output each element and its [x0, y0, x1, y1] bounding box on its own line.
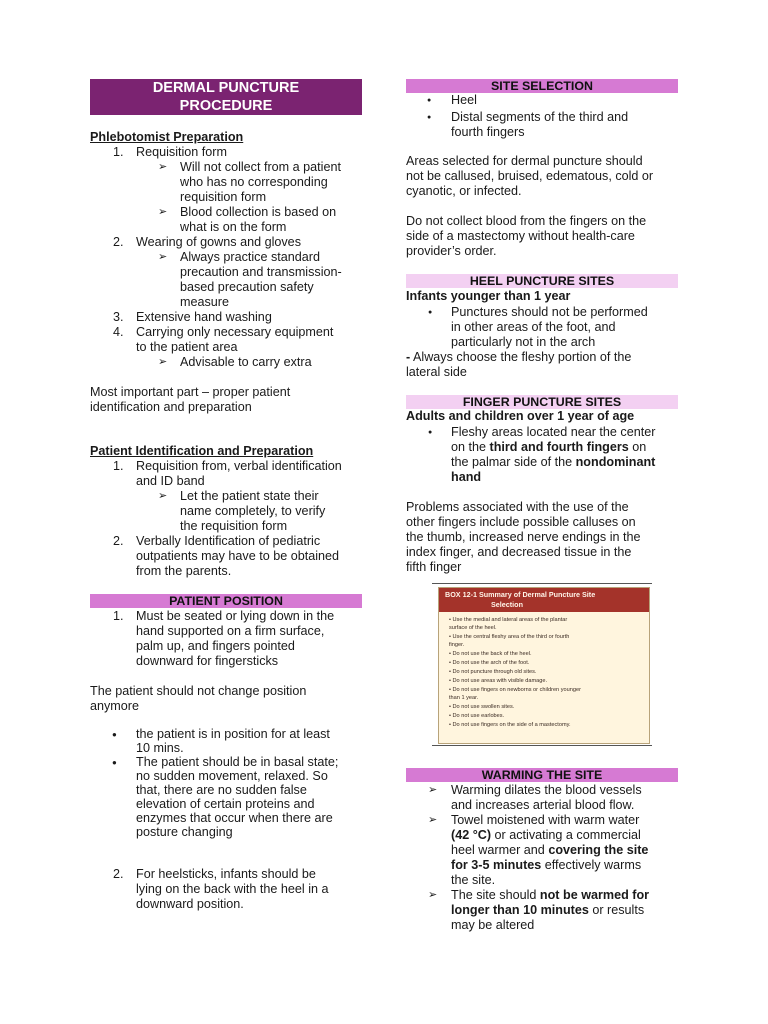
item-text	[136, 534, 339, 579]
round-bullet-icon: ●	[112, 730, 117, 739]
round-bullet-icon: ●	[427, 114, 432, 121]
text-line: Do not collect blood from the fingers on the	[406, 214, 647, 228]
text-line: anymore	[90, 699, 139, 713]
bold-fragment: nondominant	[575, 455, 656, 469]
text-line: Distal segments of the third and	[451, 110, 629, 124]
arrow-bullet-icon: ➢	[158, 206, 168, 218]
text-line	[451, 470, 655, 485]
text-line: in other areas of the foot, and	[451, 320, 616, 334]
site-paragraph-2	[406, 214, 646, 259]
heel-note	[406, 350, 631, 380]
item-text	[136, 325, 333, 355]
text-line: identification and preparation	[90, 400, 252, 414]
arrow-bullet-icon: ➢	[428, 814, 438, 826]
figure-title: BOX 12-1 Summary of Dermal Puncture Site	[445, 590, 596, 599]
figure-line: • Do not use fingers on newborns or children younger	[449, 687, 581, 693]
arrow-item-text	[451, 813, 648, 888]
arrow-bullet-icon: ➢	[158, 356, 168, 368]
item-number: 1.	[113, 459, 124, 473]
sub-item-text	[180, 489, 325, 534]
figure-bottom-rule	[432, 745, 652, 746]
phlebotomist-preparation-heading: Phlebotomist Preparation	[90, 130, 244, 144]
text-line: that, there are no sudden false	[136, 783, 307, 797]
bullet-text: Heel	[451, 93, 477, 107]
text-line: downward position.	[136, 897, 244, 911]
arrow-bullet-icon: ➢	[428, 889, 438, 901]
text-line: Blood collection is based on	[180, 205, 337, 219]
finger-paragraph	[406, 500, 641, 575]
item-text: Wearing of gowns and gloves	[136, 235, 301, 249]
text-line: lying on the back with the heel in a	[136, 882, 329, 896]
text-line: measure	[180, 295, 229, 309]
heel-subheading: Infants younger than 1 year	[406, 289, 571, 303]
bullet-text	[451, 110, 628, 140]
text-line: Verbally Identification of pediatric	[136, 534, 321, 548]
text-line	[406, 350, 631, 365]
text-line: who has no corresponding	[180, 175, 328, 189]
item-text	[136, 609, 334, 669]
text-line: outpatients may have to be obtained	[136, 549, 340, 563]
text-fragment: heel warmer and	[451, 843, 549, 857]
text-line: other fingers include possible calluses on	[406, 515, 636, 529]
position-paragraph	[90, 684, 306, 714]
site-selection-header: SITE SELECTION	[406, 79, 678, 93]
text-line: fifth finger	[406, 560, 462, 574]
text-line: Most important part – proper patient	[90, 385, 291, 399]
figure-top-rule	[432, 583, 652, 584]
text-line: Areas selected for dermal puncture should	[406, 154, 643, 168]
text-line: Problems associated with the use of the	[406, 500, 629, 514]
item-number: 3.	[113, 310, 124, 324]
text-line: precaution and transmission-	[180, 265, 342, 279]
item-number: 1.	[113, 609, 124, 623]
arrow-bullet-icon: ➢	[428, 784, 438, 796]
text-line: Will not collect from a patient	[180, 160, 341, 174]
item-text: Extensive hand washing	[136, 310, 272, 324]
text-line	[451, 828, 648, 843]
text-line: enzymes that occur when there are	[136, 811, 333, 825]
summary-figure	[438, 587, 650, 744]
figure-line: • Do not use swollen sites.	[449, 704, 515, 710]
text-line	[451, 903, 649, 918]
text-line: the thumb, increased nerve endings in the	[406, 530, 641, 544]
text-fragment: on	[628, 440, 647, 454]
text-line: Always practice standard	[180, 250, 320, 264]
text-line: lateral side	[406, 365, 467, 379]
finger-subheading: Adults and children over 1 year of age	[406, 409, 635, 423]
text-line: to the patient area	[136, 340, 238, 354]
bullet-text	[136, 755, 338, 839]
sub-item-text	[180, 160, 341, 205]
text-line: the site.	[451, 873, 496, 887]
figure-line: finger.	[449, 642, 465, 648]
sub-item-text	[180, 250, 342, 310]
text-fragment: or results	[588, 903, 645, 917]
patient-position-header: PATIENT POSITION	[90, 594, 362, 608]
bullet-text	[451, 305, 648, 350]
round-bullet-icon: ●	[428, 429, 433, 436]
figure-line: • Do not use the arch of the foot.	[449, 660, 530, 666]
text-fragment: the palmar side of the	[451, 455, 576, 469]
figure-line: • Do not use earlobes.	[449, 713, 505, 719]
text-line: provider’s order.	[406, 244, 497, 258]
round-bullet-icon: ●	[427, 97, 432, 104]
figure-title-2: Selection	[491, 600, 523, 609]
item-number: 2.	[113, 867, 124, 881]
sub-item-text: Advisable to carry extra	[180, 355, 312, 369]
warming-site-header: WARMING THE SITE	[406, 768, 678, 782]
text-fragment: effectively warms	[541, 858, 642, 872]
text-line: palm up, and fingers pointed	[136, 639, 295, 653]
text-line: and ID band	[136, 474, 205, 488]
finger-puncture-sites-header: FINGER PUNCTURE SITES	[406, 395, 678, 409]
text-line: downward for fingersticks	[136, 654, 279, 668]
bold-fragment: hand	[451, 470, 482, 484]
bullet-text	[136, 727, 330, 756]
arrow-bullet-icon: ➢	[158, 490, 168, 502]
bold-fragment: covering the site	[548, 843, 649, 857]
bullet-text	[451, 425, 655, 485]
text-line: the patient is in position for at least	[136, 727, 330, 741]
text-line: The patient should not change position	[90, 684, 307, 698]
document-title	[90, 79, 362, 115]
item-number: 2.	[113, 235, 124, 249]
figure-line: • Do not puncture through old sites.	[449, 669, 537, 675]
text-line	[451, 455, 655, 470]
bold-fragment: longer than 10 minutes	[451, 903, 589, 917]
bold-fragment: (42 °C)	[451, 828, 492, 842]
bold-fragment: not be warmed for	[539, 888, 650, 902]
text-line: what is on the form	[180, 220, 287, 234]
heel-puncture-sites-header: HEEL PUNCTURE SITES	[406, 274, 678, 288]
text-fragment: or activating a commercial	[491, 828, 641, 842]
text-line: and increases arterial blood flow.	[451, 798, 635, 812]
text-fragment: on the	[451, 440, 490, 454]
text-line: elevation of certain proteins and	[136, 797, 315, 811]
text-line: Towel moistened with warm water	[451, 813, 640, 827]
site-paragraph-1	[406, 154, 653, 199]
text-line: from the parents.	[136, 564, 232, 578]
text-line: not be callused, bruised, edematous, cold or	[406, 169, 654, 183]
text-line: Warming dilates the blood vessels	[451, 783, 642, 797]
text-fragment: The site should	[451, 888, 540, 902]
round-bullet-icon: ●	[112, 758, 117, 767]
figure-line: surface of the heel.	[449, 625, 497, 631]
arrow-item-text	[451, 783, 642, 813]
text-line: cyanotic, or infected.	[406, 184, 522, 198]
item-number: 2.	[113, 534, 124, 548]
figure-line: • Use the medial and lateral areas of the plantar	[449, 617, 568, 623]
text-line: particularly not in the arch	[451, 335, 596, 349]
item-number: 4.	[113, 325, 124, 339]
bold-fragment: third and fourth fingers	[489, 440, 629, 454]
figure-line: • Do not use fingers on the side of a mastectomy.	[449, 722, 571, 728]
title-line-1: DERMAL PUNCTURE	[152, 80, 300, 96]
sub-item-text	[180, 205, 336, 235]
text-line: index finger, and decreased tissue in the	[406, 545, 632, 559]
dash-marker: -	[406, 350, 411, 364]
text-line: Fleshy areas located near the center	[451, 425, 656, 439]
arrow-bullet-icon: ➢	[158, 161, 168, 173]
item-text	[136, 867, 329, 912]
text-line: 10 mins.	[136, 741, 184, 755]
figure-header	[439, 588, 649, 612]
important-note	[90, 385, 290, 415]
title-line-2: PROCEDURE	[179, 98, 273, 114]
text-line: Let the patient state their	[180, 489, 319, 503]
item-text: Requisition form	[136, 145, 227, 159]
text-line: hand supported on a firm surface,	[136, 624, 325, 638]
text-line: For heelsticks, infants should be	[136, 867, 316, 881]
text-line: Carrying only necessary equipment	[136, 325, 334, 339]
text-line: side of a mastectomy without health-care	[406, 229, 635, 243]
text-line	[451, 888, 649, 903]
patient-identification-heading: Patient Identification and Preparation	[90, 444, 314, 458]
text-line: requisition form	[180, 190, 267, 204]
text-line: name completely, to verify	[180, 504, 326, 518]
text-line: may be altered	[451, 918, 535, 932]
text-line: the requisition form	[180, 519, 288, 533]
text-line: no sudden movement, relaxed. So	[136, 769, 328, 783]
figure-line: • Do not use the back of the heel.	[449, 651, 532, 657]
text-line: Must be seated or lying down in the	[136, 609, 335, 623]
figure-line: • Do not use areas with visible damage.	[449, 678, 548, 684]
bold-fragment: for 3-5 minutes	[451, 858, 542, 872]
text-line: Punctures should not be performed	[451, 305, 648, 319]
text-fragment: Always choose the fleshy portion of the	[413, 350, 632, 364]
text-line: fourth fingers	[451, 125, 525, 139]
item-number: 1.	[113, 145, 124, 159]
text-line: posture changing	[136, 825, 233, 839]
figure-line: • Use the central fleshy area of the third or fourth	[449, 634, 570, 640]
arrow-bullet-icon: ➢	[158, 251, 168, 263]
text-line: The patient should be in basal state;	[136, 755, 339, 769]
text-line	[451, 858, 648, 873]
text-line: Requisition from, verbal identification	[136, 459, 342, 473]
item-text	[136, 459, 342, 489]
text-line	[451, 843, 648, 858]
round-bullet-icon: ●	[428, 309, 433, 316]
figure-line: than 1 year.	[449, 695, 479, 701]
arrow-item-text	[451, 888, 649, 933]
text-line: based precaution safety	[180, 280, 314, 294]
text-line	[451, 440, 655, 455]
